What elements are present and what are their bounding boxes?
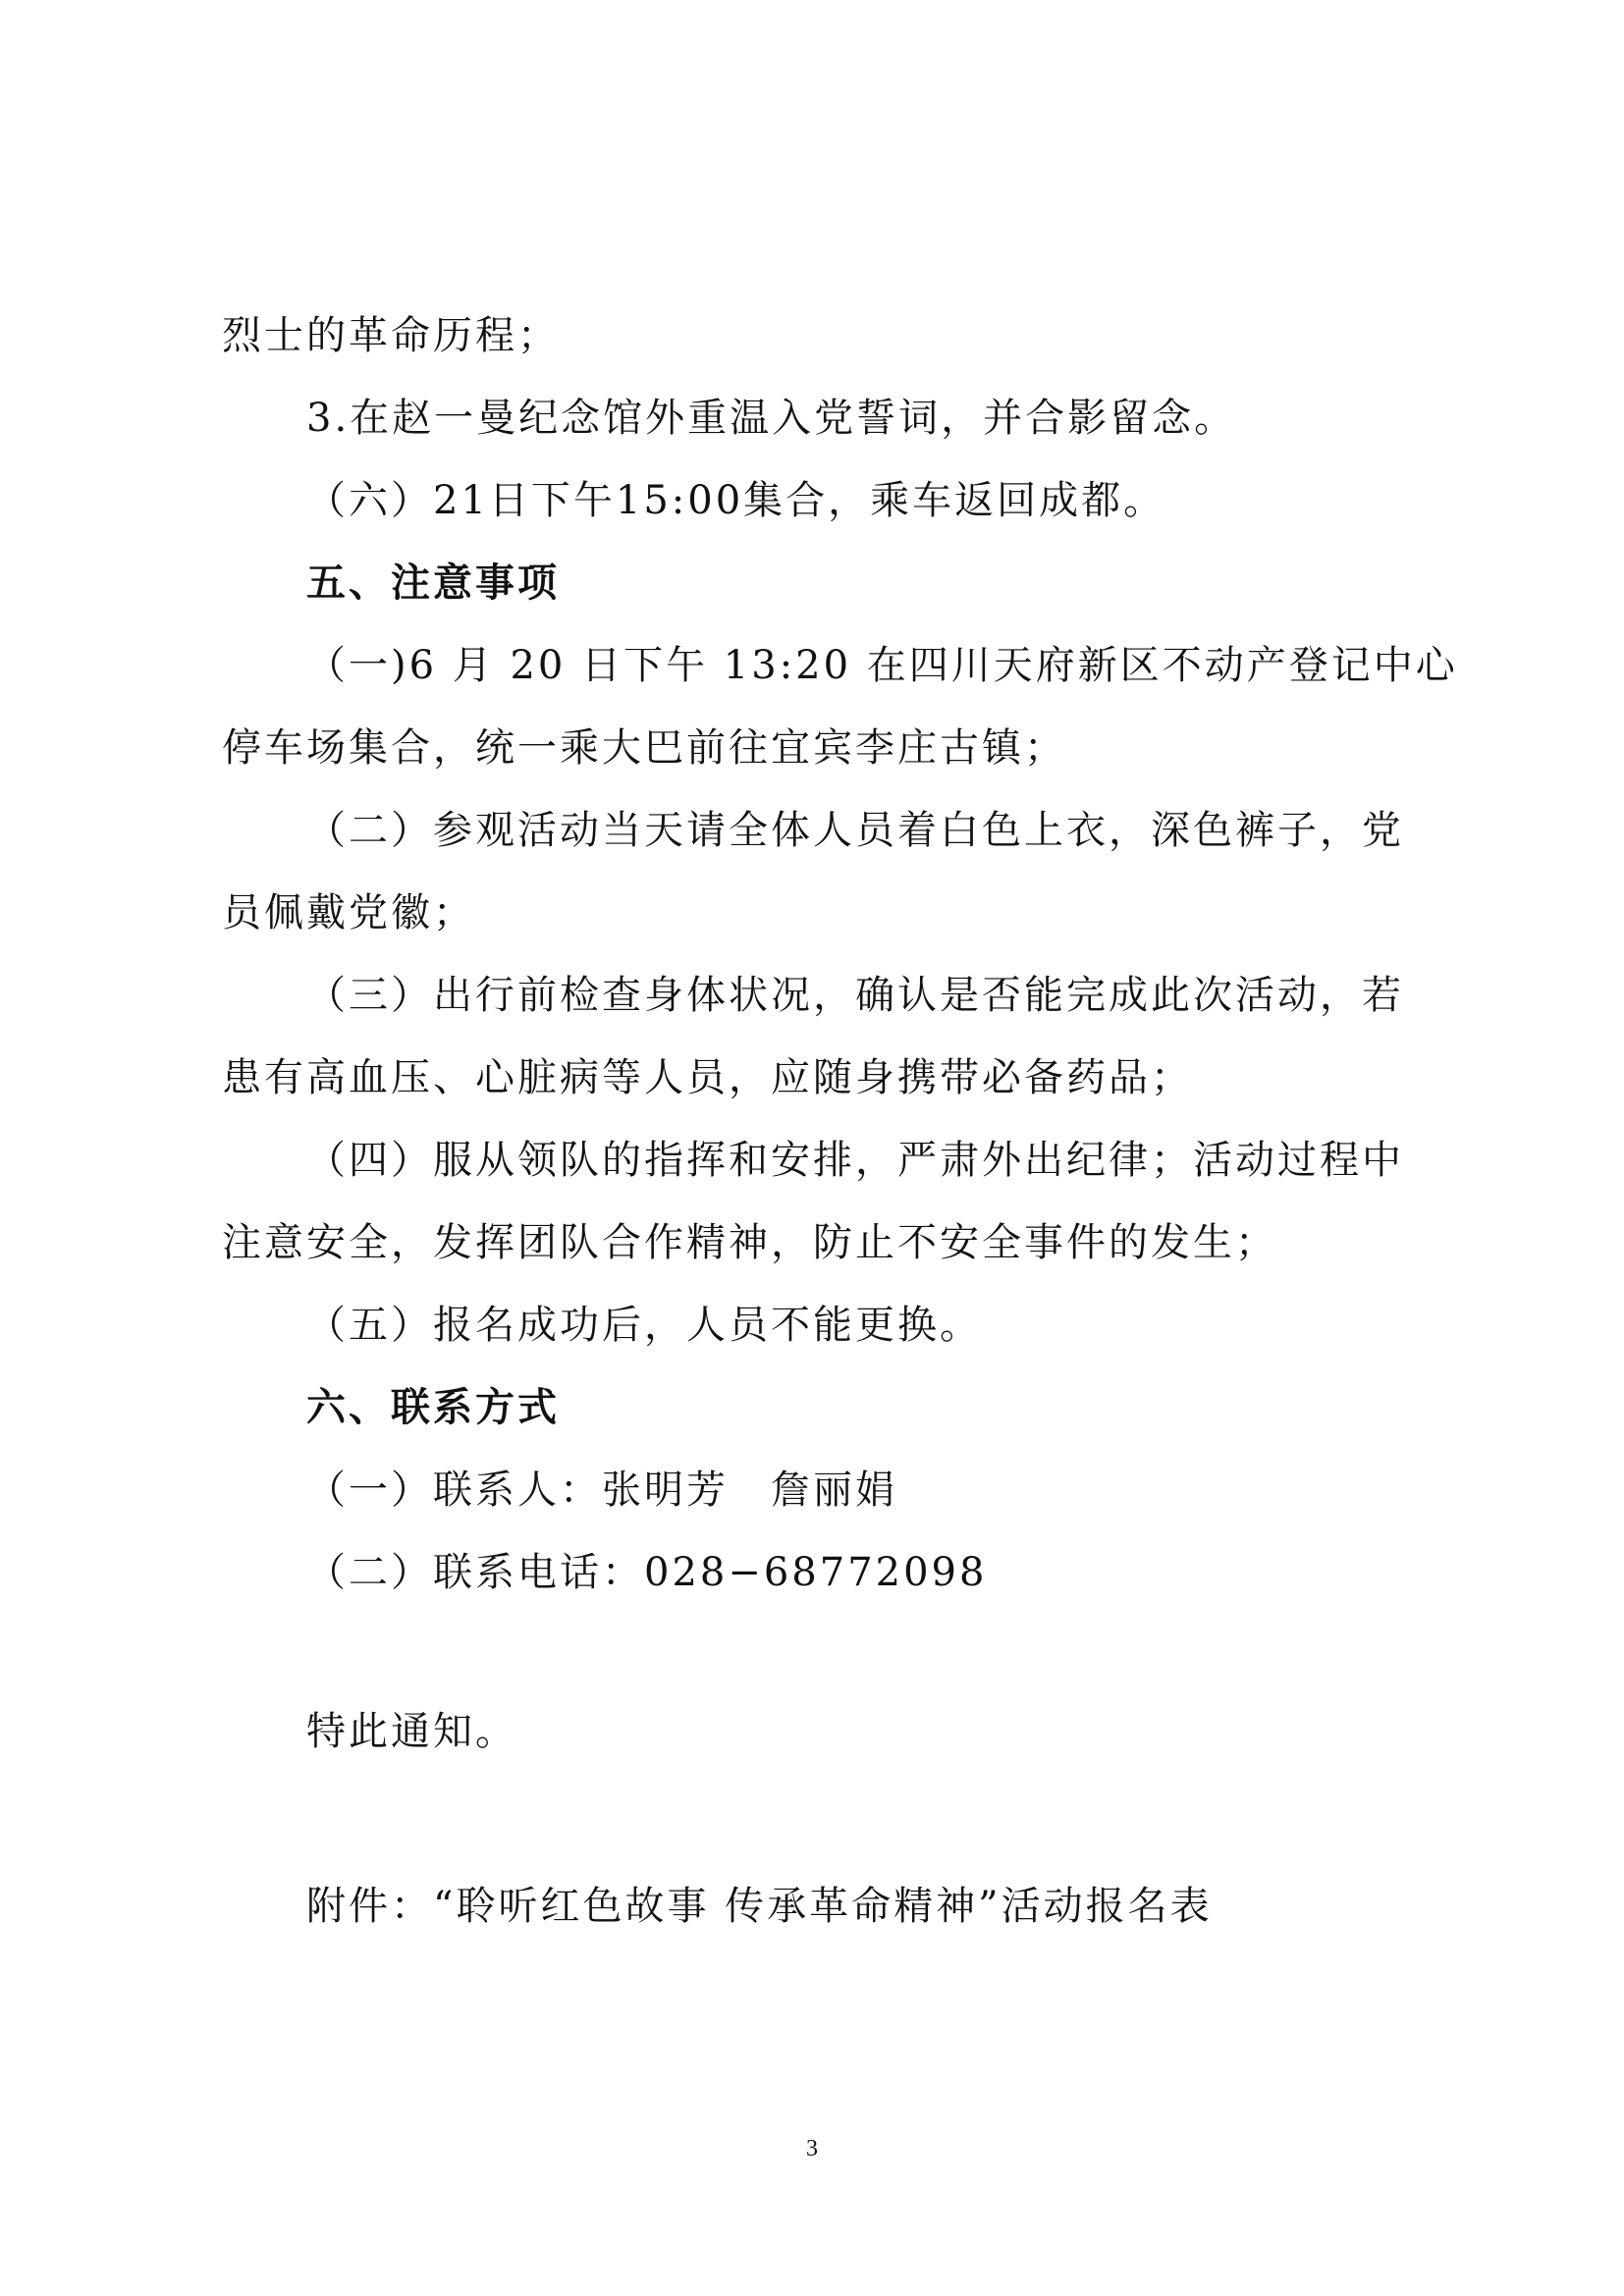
paragraph-line: 3.在赵一曼纪念馆外重温入党誓词，并合影留念。	[306, 396, 1237, 441]
paragraph-line: （一)6 月 20 日下午 13:20 在四川天府新区不动产登记中心	[306, 643, 1458, 688]
paragraph-line: 员佩戴党徽；	[222, 890, 475, 935]
paragraph-line: 停车场集合，统一乘大巴前往宜宾李庄古镇；	[222, 725, 1066, 771]
section-heading-6: 六、联系方式	[306, 1385, 560, 1430]
paragraph-line: （四）服从领队的指挥和安排，严肃外出纪律；活动过程中	[306, 1138, 1404, 1183]
paragraph-line: （二）参观活动当天请全体人员着白色上衣，深色裤子，党	[306, 808, 1404, 853]
paragraph-line: 患有高血压、心脏病等人员，应随身携带必备药品；	[222, 1055, 1193, 1100]
paragraph-line: 烈士的革命历程；	[222, 313, 560, 358]
contact-phone-line: （二）联系电话：028−68772098	[306, 1550, 988, 1595]
paragraph-line: （六）21日下午15:00集合，乘车返回成都。	[306, 478, 1166, 523]
paragraph-line: （三）出行前检查身体状况，确认是否能完成此次活动，若	[306, 973, 1404, 1018]
section-heading-5: 五、注意事项	[306, 561, 560, 606]
page-number: 3	[806, 2136, 818, 2162]
closing-line: 特此通知。	[306, 1709, 517, 1754]
paragraph-line: （五）报名成功后，人员不能更换。	[306, 1303, 982, 1348]
attachment-line: 附件：“聆听红色故事 传承革命精神”活动报名表	[306, 1884, 1213, 1929]
contact-person-line: （一）联系人：张明芳 詹丽娟	[306, 1468, 897, 1513]
paragraph-line: 注意安全，发挥团队合作精神，防止不安全事件的发生；	[222, 1220, 1277, 1265]
